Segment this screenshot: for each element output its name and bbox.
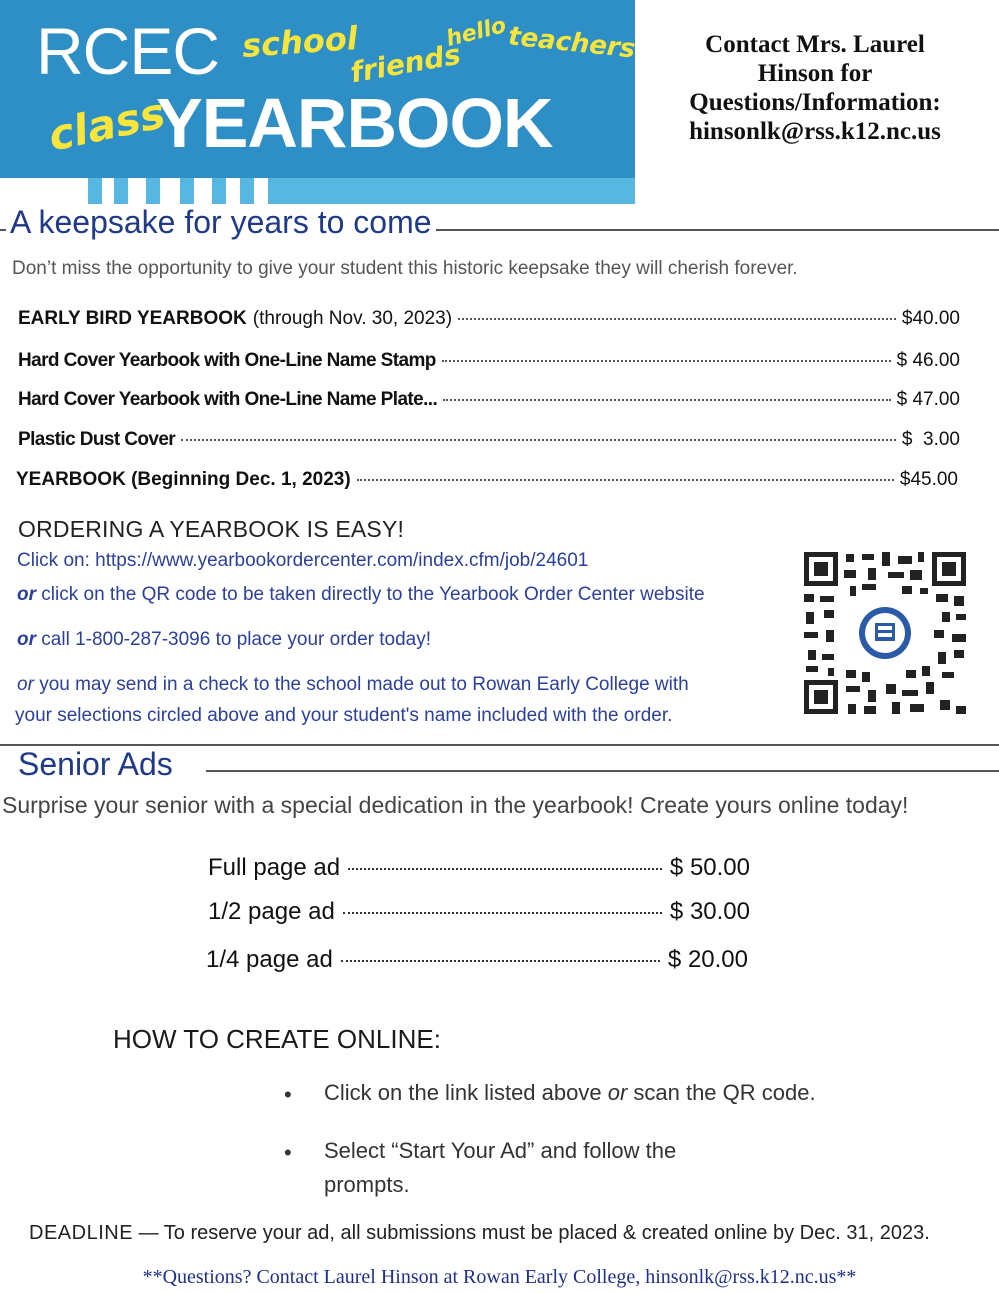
price-row xyxy=(18,308,960,334)
price-label: Hard Cover Yearbook with One-Line Name Stamp xyxy=(18,350,436,371)
price-row xyxy=(18,389,960,415)
senior-ads-lead: Surprise your senior with a special dedication in the yearbook! Create yours online today! xyxy=(2,792,909,818)
ad-label: 1/2 page ad xyxy=(208,898,335,925)
check-instruction: you may send in a check to the school made out to Rowan Early College with xyxy=(39,674,689,695)
script-word-school: school xyxy=(240,19,359,65)
order-qr-line xyxy=(17,584,705,606)
contact-line: Hinson for xyxy=(757,60,873,87)
or-word: or xyxy=(17,584,36,605)
script-word-class: class xyxy=(44,88,170,161)
leader-dots xyxy=(343,912,662,914)
contact-box xyxy=(650,30,980,146)
price-amount: $45.00 xyxy=(899,469,958,490)
price-amount: $ 3.00 xyxy=(901,429,960,450)
call-instruction: call 1-800-287-3096 to place your order today! xyxy=(41,629,432,650)
script-word-friends: friends xyxy=(347,37,464,90)
banner-stripes xyxy=(88,178,635,204)
qr-code[interactable] xyxy=(802,550,968,716)
price-amount: $ 46.00 xyxy=(896,350,960,371)
howto-heading: HOW TO CREATE ONLINE: xyxy=(113,1024,441,1054)
bullet-marker: • xyxy=(284,1140,292,1165)
keepsake-lead: Don’t miss the opportunity to give your student this historic keepsake they will cherish forever. xyxy=(12,258,798,279)
footer-contact-note: **Questions? Contact Laurel Hinson at Rowan Early College, hinsonlk@rss.k12.nc.us** xyxy=(142,1266,857,1288)
script-word-hello: hello xyxy=(443,13,509,52)
ad-amount: $ 50.00 xyxy=(669,854,750,881)
price-amount: $40.00 xyxy=(901,308,960,329)
contact-email[interactable]: hinsonlk@rss.k12.nc.us xyxy=(689,118,941,145)
header-banner xyxy=(0,0,635,178)
price-label: Hard Cover Yearbook with One-Line Name Plate... xyxy=(18,389,438,410)
deadline-text: — To reserve your ad, all submissions must be placed & created online by Dec. 31, 2023. xyxy=(133,1222,930,1244)
price-amount: $ 47.00 xyxy=(896,389,960,410)
deadline-note xyxy=(29,1222,930,1245)
ad-label: 1/4 page ad xyxy=(206,946,333,973)
ad-amount: $ 20.00 xyxy=(667,946,748,973)
order-check-line xyxy=(17,674,689,696)
leader-dots xyxy=(458,318,896,320)
price-label: Plastic Dust Cover xyxy=(18,429,176,450)
price-label: EARLY BIRD YEARBOOK xyxy=(18,308,247,329)
or-word: or xyxy=(17,674,34,695)
leader-dots xyxy=(348,868,662,870)
script-word-teachers: teachers xyxy=(506,21,637,65)
contact-line: Questions/Information: xyxy=(689,89,941,116)
banner-title-rcec: RCEC xyxy=(36,14,220,88)
or-word: or xyxy=(17,629,36,650)
price-row xyxy=(16,469,958,495)
deadline-label: DEADLINE xyxy=(29,1222,134,1244)
ad-price-row xyxy=(208,854,750,884)
leader-dots xyxy=(181,439,896,441)
price-row xyxy=(18,350,960,376)
price-row xyxy=(18,429,960,455)
ad-price-row xyxy=(208,898,750,928)
keepsake-heading: A keepsake for years to come xyxy=(6,206,436,238)
order-call-line xyxy=(17,629,431,651)
order-check-line-2: your selections circled above and your student's name included with the order. xyxy=(15,705,673,726)
bullet-marker: • xyxy=(284,1082,292,1107)
ordering-heading: ORDERING A YEARBOOK IS EASY! xyxy=(18,516,405,542)
ad-label: Full page ad xyxy=(208,854,341,881)
contact-line: Contact Mrs. Laurel xyxy=(705,31,925,58)
click-prefix: Click on: xyxy=(17,550,90,571)
order-url-link[interactable]: https://www.yearbookordercenter.com/index.cfm/job/24601 xyxy=(95,550,589,571)
ad-amount: $ 30.00 xyxy=(669,898,750,925)
section-divider xyxy=(206,770,999,772)
qr-instruction: click on the QR code to be taken directly to the Yearbook Order Center website xyxy=(41,584,705,605)
leader-dots xyxy=(443,399,890,401)
price-note: (through Nov. 30, 2023) xyxy=(252,308,453,329)
howto-step-1: Click on the link listed above or scan the QR code. xyxy=(324,1080,816,1105)
price-label: YEARBOOK (Beginning Dec. 1, 2023) xyxy=(16,469,351,490)
leader-dots xyxy=(357,479,894,481)
order-url-line xyxy=(17,550,588,572)
senior-ads-heading: Senior Ads xyxy=(18,746,173,782)
leader-dots xyxy=(442,360,891,362)
banner-title-yearbook: YEARBOOK xyxy=(156,84,553,162)
howto-step-2: Select “Start Your Ad” and follow the prompts. xyxy=(324,1138,677,1197)
ad-price-row xyxy=(206,946,748,976)
leader-dots xyxy=(341,960,660,962)
